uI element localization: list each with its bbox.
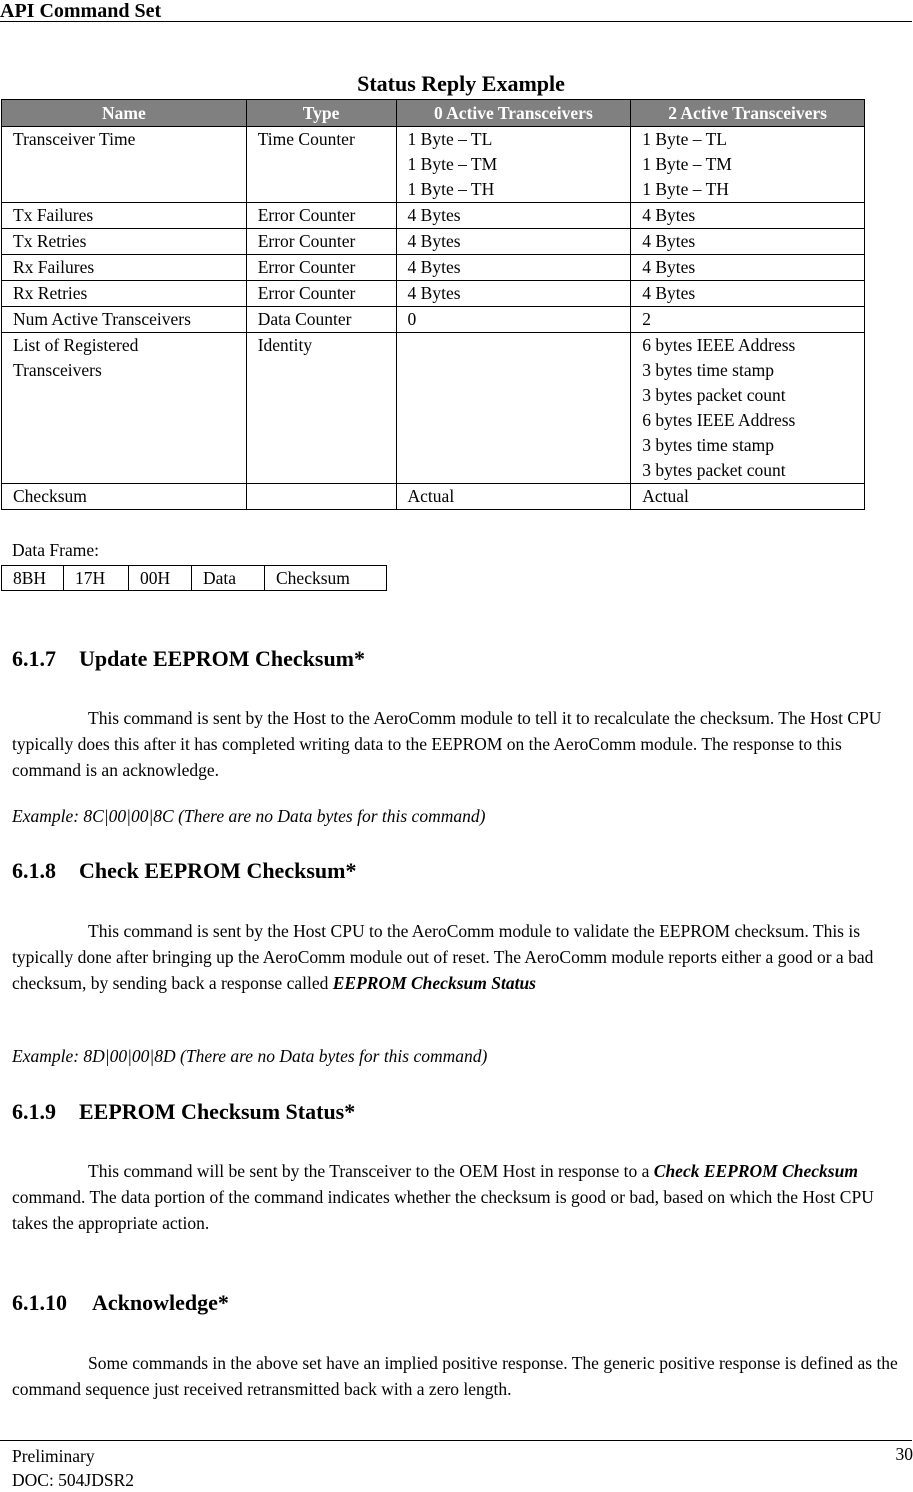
cell-line: 1 Byte – TM — [642, 152, 864, 177]
header-rule — [0, 21, 912, 22]
col-header-two-active: 2 Active Transceivers — [631, 100, 865, 127]
cell-line: 1 Byte – TL — [408, 127, 631, 152]
section-number: 6.1.9 — [12, 1099, 79, 1125]
footer-status: Preliminary — [12, 1444, 134, 1468]
paragraph-text: Some commands in the above set have an implied positive response. The generic positive response is defined as the command sequence just received retransmitted back with a zero length. — [12, 1353, 898, 1399]
status-reply-table — [1, 99, 865, 510]
col-header-type: Type — [246, 100, 396, 127]
table-row — [2, 203, 865, 229]
cell-type — [246, 484, 396, 510]
table-row — [2, 307, 865, 333]
section-heading-6-1-8 — [12, 858, 356, 884]
cell-zero: 4 Bytes — [396, 203, 631, 229]
data-frame-label: Data Frame: — [12, 540, 99, 561]
cell-line: 6 bytes IEEE Address — [642, 408, 864, 433]
section-title: Acknowledge* — [92, 1290, 229, 1315]
cell-type: Error Counter — [246, 203, 396, 229]
cell-zero — [396, 127, 631, 203]
section-heading-6-1-7 — [12, 646, 365, 672]
cell-two: 2 — [631, 307, 865, 333]
section-title: EEPROM Checksum Status* — [79, 1099, 355, 1124]
table-row — [2, 229, 865, 255]
section-paragraph — [12, 705, 907, 783]
cell-zero: 4 Bytes — [396, 255, 631, 281]
cell-two: 4 Bytes — [631, 203, 865, 229]
footer-doc-id: DOC: 504JDSR2 — [12, 1468, 134, 1492]
paragraph-text: This command is sent by the Host to the AeroComm module to tell it to recalculate the checksum. The Host CPU typically does this after it has completed writing data to the EEPROM on the AeroComm module. The response to this command is an acknowledge. — [12, 708, 881, 780]
cell-type: Error Counter — [246, 281, 396, 307]
cell-two: Actual — [631, 484, 865, 510]
section-title: Update EEPROM Checksum* — [79, 646, 365, 671]
frame-cell: Data — [192, 566, 265, 591]
example-line: Example: 8D|00|00|8D (There are no Data bytes for this command) — [12, 1046, 487, 1067]
cell-type: Error Counter — [246, 255, 396, 281]
paragraph-text: This command is sent by the Host CPU to the AeroComm module to validate the EEPROM checksum. This is typically done after bringing up the AeroComm module out of reset. The AeroComm module reports either a good or a bad checksum, by sending back a response called — [12, 921, 873, 993]
cell-name: Num Active Transceivers — [2, 307, 247, 333]
cell-two: 4 Bytes — [631, 281, 865, 307]
col-header-name: Name — [2, 100, 247, 127]
cell-zero — [396, 333, 631, 484]
cell-line: List of Registered — [13, 333, 246, 358]
table-row — [2, 333, 865, 484]
cell-two — [631, 127, 865, 203]
cell-zero: 0 — [396, 307, 631, 333]
page-number: 30 — [896, 1444, 913, 1465]
cell-name: Tx Failures — [2, 203, 247, 229]
example-line: Example: 8C|00|00|8C (There are no Data bytes for this command) — [12, 806, 485, 827]
section-number: 6.1.10 — [12, 1290, 92, 1316]
cell-zero: 4 Bytes — [396, 281, 631, 307]
cell-name: Transceiver Time — [2, 127, 247, 203]
table-title: Status Reply Example — [0, 71, 913, 97]
cell-line: 3 bytes packet count — [642, 458, 864, 483]
cell-line: 1 Byte – TH — [642, 177, 864, 202]
section-paragraph — [12, 918, 907, 996]
cell-name: Tx Retries — [2, 229, 247, 255]
frame-cell: 17H — [64, 566, 129, 591]
section-paragraph — [12, 1158, 907, 1236]
cell-type: Error Counter — [246, 229, 396, 255]
cell-line: 3 bytes packet count — [642, 383, 864, 408]
running-header-title: API Command Set — [0, 0, 161, 23]
paragraph-emphasis: Check EEPROM Checksum — [654, 1161, 858, 1181]
footer-rule — [0, 1440, 912, 1441]
section-title: Check EEPROM Checksum* — [79, 858, 356, 883]
table-row — [2, 281, 865, 307]
data-frame-table — [1, 565, 387, 591]
cell-two — [631, 333, 865, 484]
cell-line: 3 bytes time stamp — [642, 433, 864, 458]
cell-two: 4 Bytes — [631, 255, 865, 281]
section-heading-6-1-10 — [12, 1290, 229, 1316]
cell-type: Identity — [246, 333, 396, 484]
cell-type: Time Counter — [246, 127, 396, 203]
cell-type: Data Counter — [246, 307, 396, 333]
cell-line: Transceivers — [13, 358, 246, 383]
cell-name: Rx Retries — [2, 281, 247, 307]
cell-line: 1 Byte – TL — [642, 127, 864, 152]
section-number: 6.1.8 — [12, 858, 79, 884]
paragraph-text: command. The data portion of the command indicates whether the checksum is good or bad, based on which the Host CPU takes the appropriate action. — [12, 1187, 874, 1233]
col-header-zero-active: 0 Active Transceivers — [396, 100, 631, 127]
section-number: 6.1.7 — [12, 646, 79, 672]
cell-two: 4 Bytes — [631, 229, 865, 255]
data-frame-row — [2, 566, 387, 591]
section-paragraph — [12, 1350, 907, 1402]
cell-name — [2, 333, 247, 484]
table-row — [2, 255, 865, 281]
frame-cell: Checksum — [265, 566, 387, 591]
paragraph-text: This command will be sent by the Transceiver to the OEM Host in response to a — [88, 1161, 649, 1181]
frame-cell: 8BH — [2, 566, 64, 591]
cell-line: 1 Byte – TM — [408, 152, 631, 177]
cell-line: 6 bytes IEEE Address — [642, 333, 864, 358]
cell-name: Rx Failures — [2, 255, 247, 281]
paragraph-emphasis: EEPROM Checksum Status — [333, 973, 536, 993]
footer-left — [12, 1444, 134, 1492]
section-heading-6-1-9 — [12, 1099, 355, 1125]
cell-line: 3 bytes time stamp — [642, 358, 864, 383]
cell-name: Checksum — [2, 484, 247, 510]
cell-zero: 4 Bytes — [396, 229, 631, 255]
cell-line: 1 Byte – TH — [408, 177, 631, 202]
cell-zero: Actual — [396, 484, 631, 510]
table-header-row — [2, 100, 865, 127]
table-row — [2, 127, 865, 203]
frame-cell: 00H — [129, 566, 192, 591]
table-row — [2, 484, 865, 510]
